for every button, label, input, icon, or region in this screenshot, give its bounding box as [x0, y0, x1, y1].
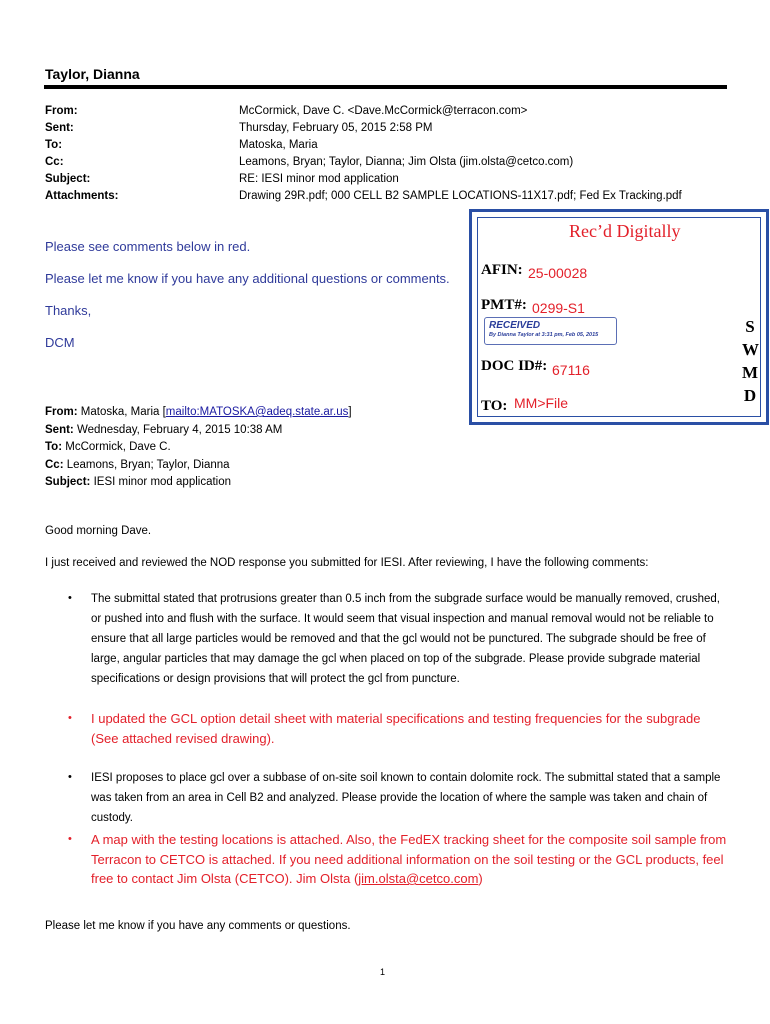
greeting: Good morning Dave. — [45, 525, 152, 537]
mailbox-owner-name: Taylor, Dianna — [45, 66, 140, 82]
fwd-from-line — [45, 404, 352, 422]
swmd-letter: W — [742, 340, 759, 359]
pmt-value: 0299-S1 — [532, 300, 585, 316]
cc-label: Cc: — [45, 156, 64, 168]
to-label: To: — [45, 139, 63, 151]
afin-label: AFIN: — [481, 262, 523, 278]
docid-value: 67116 — [552, 362, 590, 378]
stamp-title: Rec’d Digitally — [569, 221, 681, 241]
response-1-text: I updated the GCL option detail sheet with material specifications and testing frequencies for the subgrade (See attached revised drawing). — [91, 711, 701, 746]
response-2-paragraph — [91, 830, 731, 889]
subject-label: Subject: — [45, 173, 91, 185]
received-badge — [484, 317, 617, 345]
stamp-to-value: MM>File — [514, 395, 569, 411]
fwd-sent-line — [45, 422, 282, 440]
fwd-from-value: Matoska, Maria [ — [80, 406, 166, 418]
fwd-cc-label: Cc: — [45, 458, 64, 471]
fwd-to-line — [45, 439, 171, 457]
fwd-to-label: To: — [45, 441, 63, 453]
fwd-subject-value: IESI minor mod application — [93, 476, 232, 488]
sent-label: Sent: — [45, 122, 74, 134]
response-2-text: A map with the testing locations is attached. Also, the FedEX tracking sheet for the composite soil sample from Terracon to CETCO is attached. If you need additional information on the soil testing or the GCL products, feel free to contact Jim Olsta (CETCO). Jim Olsta ( — [91, 832, 727, 886]
fwd-cc-line — [45, 457, 230, 475]
bullet-2-text: IESI proposes to place gcl over a subbase of on-site soil known to contain dolomite rock. The submittal stated that a sample was taken from an area in Cell B2 and analyzed. Please provide the location of where the sample was taken and chain of custody. — [91, 772, 721, 824]
swmd-letter: S — [745, 317, 755, 336]
received-stamp — [469, 209, 769, 425]
afin-value: 25-00028 — [528, 265, 588, 281]
fwd-to-value: McCormick, Dave C. — [65, 441, 171, 453]
swmd-letter: D — [743, 386, 757, 405]
bullet-1-marker: • — [68, 592, 72, 604]
to-value: Matoska, Maria — [239, 139, 318, 151]
fwd-sent-value: Wednesday, February 4, 2015 10:38 AM — [76, 423, 283, 436]
response-1-marker: • — [68, 712, 72, 724]
attachments-label: Attachments: — [45, 190, 119, 202]
reply-signature: DCM — [45, 335, 75, 350]
bullet-1-text: The submittal stated that protrusions greater than 0.5 inch from the subgrade surface would be manually removed, crushed, or pushed into and flush with the surface. It would seem that visual inspection and manual removal would not be reliable to ensure that all large particles would be removed and that the gcl would not be punctured. The subgrade should be free of large, angular particles that may damage the gcl when placed on top of the subgrade. Please provide subgrade material specifications or design provisions that will protect the gcl from puncture. — [91, 593, 721, 685]
sent-value: Thursday, February 05, 2015 2:58 PM — [239, 122, 433, 134]
stamp-to-label: TO: — [481, 398, 508, 414]
fwd-cc-value: Leamons, Bryan; Taylor, Dianna — [66, 458, 230, 471]
intro-paragraph: I just received and reviewed the NOD response you submitted for IESI. After reviewing, I have the following comments: — [45, 557, 649, 569]
subject-value: RE: IESI minor mod application — [239, 173, 399, 185]
swmd-letter: M — [742, 363, 759, 382]
fwd-from-label: From: — [45, 406, 78, 418]
bullet-2-marker: • — [68, 771, 72, 783]
fwd-subject-label: Subject: — [45, 476, 91, 488]
reply-line-3: Thanks, — [45, 303, 92, 318]
reply-line-1: Please see comments below in red. — [45, 239, 251, 254]
cc-value: Leamons, Bryan; Taylor, Dianna; Jim Olsta (jim.olsta@cetco.com) — [239, 156, 574, 168]
received-title: RECEIVED — [489, 320, 541, 331]
page-number: 1 — [380, 967, 386, 977]
fwd-from-close: ] — [348, 406, 352, 418]
pmt-label: PMT#: — [481, 297, 527, 313]
response-2-marker: • — [68, 833, 72, 845]
from-label: From: — [45, 105, 78, 117]
received-sub: By Dianna Taylor at 3:31 pm, Feb 05, 2015 — [489, 332, 599, 338]
fwd-sent-label: Sent: — [45, 423, 74, 436]
docid-label: DOC ID#: — [481, 358, 548, 374]
from-value: McCormick, Dave C. <Dave.McCormick@terracon.com> — [239, 105, 528, 117]
fwd-from-mailto-link[interactable]: mailto:MATOSKA@adeq.state.ar.us — [165, 406, 349, 418]
header-rule — [44, 85, 727, 89]
attachments-value[interactable]: Drawing 29R.pdf; 000 CELL B2 SAMPLE LOCATIONS-11X17.pdf; Fed Ex Tracking.pdf — [239, 190, 682, 202]
swmd-vertical-label — [742, 315, 758, 407]
response-2-email-link[interactable]: jim.olsta@cetco.com — [358, 871, 479, 886]
reply-line-2: Please let me know if you have any additional questions or comments. — [45, 271, 450, 286]
fwd-subject-line — [45, 474, 231, 492]
closing-line: Please let me know if you have any comments or questions. — [45, 920, 351, 932]
response-2-close: ) — [478, 871, 483, 886]
